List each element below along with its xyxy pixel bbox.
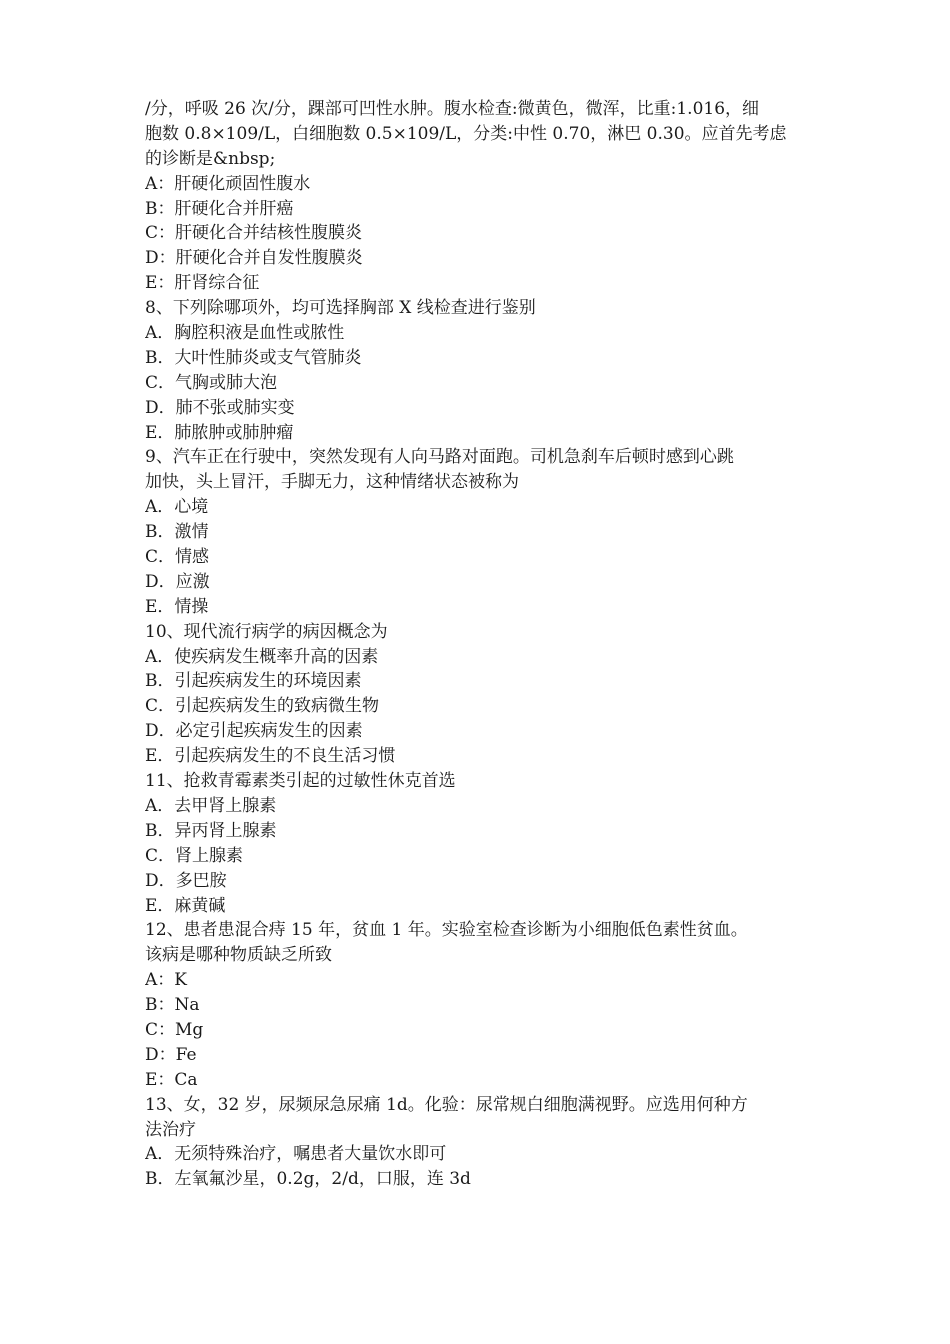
answer-option: C．气胸或肺大泡 — [145, 372, 278, 393]
answer-option: E．肺脓肿或肺肿瘤 — [145, 422, 294, 443]
answer-option: D．多巴胺 — [145, 870, 227, 891]
question-stem: 9、汽车正在行驶中，突然发现有人向马路对面跑。司机急刹车后顿时感到心跳 — [145, 447, 734, 468]
answer-option: B．大叶性肺炎或支气管肺炎 — [145, 347, 362, 368]
document-text — [145, 97, 810, 1192]
question-stem: 加快，头上冒汗，手脚无力，这种情绪状态被称为 — [145, 472, 519, 493]
answer-option: B．左氧氟沙星，0.2g，2/d，口服，连 3d — [145, 1169, 471, 1190]
answer-option: C．肾上腺素 — [145, 845, 244, 866]
text-line: 胞数 0.8×109/L，白细胞数 0.5×109/L，分类:中性 0.70，淋巴 0.30。应首先考虑 — [145, 123, 787, 144]
answer-option: A．胸腔积液是血性或脓性 — [145, 323, 345, 344]
question-stem: 12、患者患混合痔 15 年，贫血 1 年。实验室检查诊断为小细胞低色素性贫血。 — [145, 920, 748, 941]
question-stem: 该病是哪种物质缺乏所致 — [145, 945, 332, 966]
answer-option: E：肝肾综合征 — [145, 273, 260, 294]
answer-option: A：K — [145, 970, 187, 991]
answer-option: D．应激 — [145, 571, 210, 592]
answer-option: A：肝硬化顽固性腹水 — [145, 173, 311, 194]
answer-option: A．无须特殊治疗，嘱患者大量饮水即可 — [145, 1144, 447, 1165]
answer-option: E．情操 — [145, 596, 209, 617]
answer-option: C．情感 — [145, 547, 210, 568]
answer-option: E．麻黄碱 — [145, 895, 226, 916]
answer-option: D．必定引起疾病发生的因素 — [145, 721, 363, 742]
answer-option: B．异丙肾上腺素 — [145, 820, 277, 841]
text-line: 的诊断是&nbsp; — [145, 148, 276, 169]
answer-option: D：肝硬化合并自发性腹膜炎 — [145, 248, 363, 269]
question-stem: 13、女，32 岁，尿频尿急尿痛 1d。化验：尿常规白细胞满视野。应选用何种方 — [145, 1094, 748, 1115]
question-stem: 11、抢救青霉素类引起的过敏性休克首选 — [145, 771, 456, 792]
answer-option: A．使疾病发生概率升高的因素 — [145, 646, 379, 667]
answer-option: B：Na — [145, 995, 200, 1016]
answer-option: D：Fe — [145, 1044, 197, 1065]
answer-option: B．激情 — [145, 522, 209, 543]
answer-option: C：Mg — [145, 1019, 204, 1040]
answer-option: E：Ca — [145, 1069, 198, 1090]
text-line: /分，呼吸 26 次/分，踝部可凹性水肿。腹水检查:微黄色，微浑，比重:1.016，细 — [145, 99, 760, 119]
answer-option: A．去甲肾上腺素 — [145, 795, 277, 816]
question-stem: 法治疗 — [145, 1119, 196, 1140]
answer-option: E．引起疾病发生的不良生活习惯 — [145, 746, 396, 767]
question-stem: 8、下列除哪项外，均可选择胸部 X 线检查进行鉴别 — [145, 298, 536, 319]
answer-option: B：肝硬化合并肝癌 — [145, 198, 294, 219]
answer-option: B．引起疾病发生的环境因素 — [145, 671, 362, 692]
question-stem: 10、现代流行病学的病因概念为 — [145, 621, 388, 642]
answer-option: C．引起疾病发生的致病微生物 — [145, 696, 380, 717]
answer-option: A．心境 — [145, 497, 209, 518]
answer-option: D．肺不张或肺实变 — [145, 397, 295, 418]
answer-option: C：肝硬化合并结核性腹膜炎 — [145, 223, 363, 244]
